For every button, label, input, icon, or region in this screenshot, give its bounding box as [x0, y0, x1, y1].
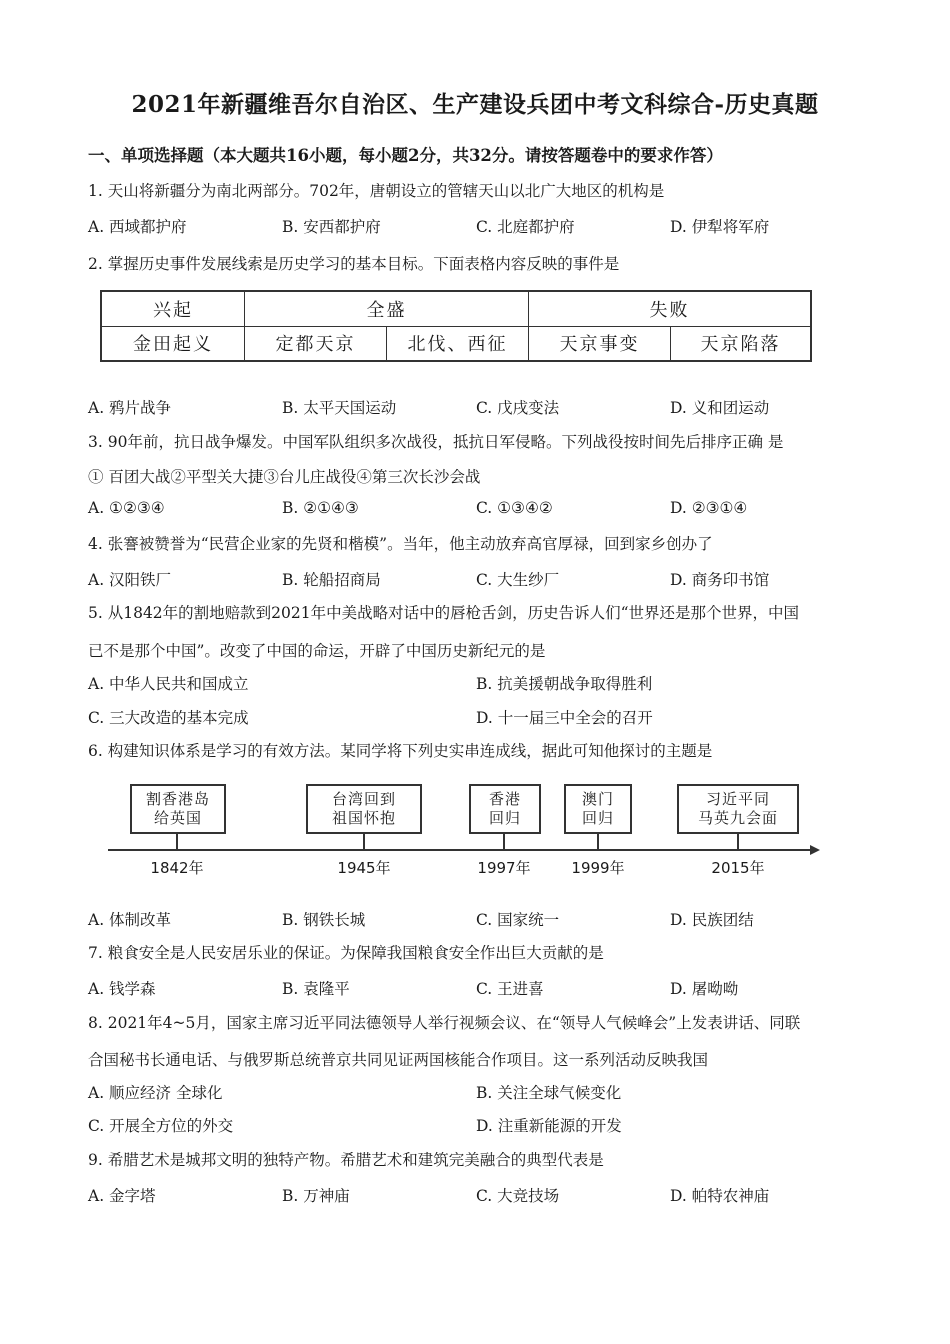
- q7-option-b[interactable]: B. 袁隆平: [282, 980, 350, 998]
- event-text: 香港: [488, 790, 521, 808]
- question-4-stem: 4. 张謇被赞誉为“民营企业家的先贤和楷模”。当年，他主动放弃高官厚禄，回到家乡创办了: [88, 535, 713, 553]
- q7-option-d[interactable]: D. 屠呦呦: [670, 980, 739, 998]
- q2-option-b[interactable]: B. 太平天国运动: [282, 399, 397, 417]
- event-text: 割香港岛: [145, 790, 210, 808]
- table-header-peak: 全盛: [245, 291, 529, 326]
- table-cell: 金田起义: [101, 326, 245, 361]
- question-2-stem: 2. 掌握历史事件发展线索是历史学习的基本目标。下面表格内容反映的事件是: [88, 255, 620, 273]
- q2-option-a[interactable]: A. 鸦片战争: [88, 399, 172, 417]
- event-text: 给英国: [153, 809, 202, 827]
- event-text: 澳门: [581, 790, 614, 808]
- question-9-stem: 9. 希腊艺术是城邦文明的独特产物。希腊艺术和建筑完美融合的典型代表是: [88, 1151, 604, 1169]
- q4-option-d[interactable]: D. 商务印书馆: [670, 571, 770, 589]
- timeline-event-1842: [130, 784, 226, 834]
- question-7-stem: 7. 粮食安全是人民安居乐业的保证。为保障我国粮食安全作出巨大贡献的是: [88, 944, 604, 962]
- timeline-event-1945: [306, 784, 422, 834]
- q2-option-d[interactable]: D. 义和团运动: [670, 399, 770, 417]
- q6-option-c[interactable]: C. 国家统一: [476, 911, 560, 929]
- event-text: 回归: [581, 809, 614, 827]
- section-heading: 一、单项选择题（本大题共16小题，每小题2分，共32分。请按答题卷中的要求作答）: [88, 146, 723, 165]
- timeline-event-1997: [469, 784, 541, 834]
- q4-option-b[interactable]: B. 轮船招商局: [282, 571, 381, 589]
- q5-option-c[interactable]: C. 三大改造的基本完成: [88, 709, 249, 727]
- timeline-year-label: 2015年: [711, 859, 765, 877]
- q8-option-a[interactable]: A. 顺应经济 全球化: [88, 1084, 223, 1102]
- q1-option-b[interactable]: B. 安西都护府: [282, 218, 381, 236]
- question-5-stem-line1: 5. 从1842年的割地赔款到2021年中美战略对话中的唇枪舌剑，历史告诉人们“世界还是那个世界，中国: [88, 604, 800, 622]
- event-text: 习近平同: [705, 790, 770, 808]
- table-cell: 北伐、西征: [387, 326, 529, 361]
- q9-option-a[interactable]: A. 金字塔: [88, 1187, 156, 1205]
- q1-option-d[interactable]: D. 伊犁将军府: [670, 218, 770, 236]
- q1-option-c[interactable]: C. 北庭都护府: [476, 218, 575, 236]
- timeline-year-label: 1999年: [571, 859, 625, 877]
- q4-option-a[interactable]: A. 汉阳铁厂: [88, 571, 172, 589]
- q6-option-b[interactable]: B. 钢铁长城: [282, 911, 366, 929]
- q2-option-c[interactable]: C. 戊戌变法: [476, 399, 560, 417]
- question-3-items: ① 百团大战②平型关大捷③台儿庄战役④第三次长沙会战: [88, 468, 481, 486]
- q8-option-b[interactable]: B. 关注全球气候变化: [476, 1084, 622, 1102]
- event-text: 马英九会面: [697, 809, 778, 827]
- q5-option-b[interactable]: B. 抗美援朝战争取得胜利: [476, 675, 653, 693]
- timeline-year-label: 1997年: [477, 859, 531, 877]
- q3-option-d[interactable]: D. ②③①④: [670, 499, 748, 517]
- question-8-stem-line2: 合国秘书长通电话、与俄罗斯总统普京共同见证两国核能合作项目。这一系列活动反映我国: [88, 1051, 709, 1069]
- question-1-stem: 1. 天山将新疆分为南北两部分。702年，唐朝设立的管辖天山以北广大地区的机构是: [88, 182, 665, 200]
- q3-option-c[interactable]: C. ①③④②: [476, 499, 553, 517]
- q5-option-a[interactable]: A. 中华人民共和国成立: [88, 675, 249, 693]
- q6-option-d[interactable]: D. 民族团结: [670, 911, 754, 929]
- q3-option-b[interactable]: B. ②①④③: [282, 499, 359, 517]
- page-title: 2021年新疆维吾尔自治区、生产建设兵团中考文科综合-历史真题: [131, 91, 819, 118]
- q3-option-a[interactable]: A. ①②③④: [88, 499, 165, 517]
- q4-option-c[interactable]: C. 大生纱厂: [476, 571, 560, 589]
- question-3-stem: 3. 90年前，抗日战争爆发。中国军队组织多次战役，抵抗日军侵略。下列战役按时间先后排序正确 是: [88, 433, 784, 451]
- q5-option-d[interactable]: D. 十一届三中全会的召开: [476, 709, 653, 727]
- taiping-events-table: [100, 290, 812, 362]
- table-cell: 天京事变: [529, 326, 671, 361]
- q9-option-d[interactable]: D. 帕特农神庙: [670, 1187, 770, 1205]
- q9-option-c[interactable]: C. 大竞技场: [476, 1187, 560, 1205]
- table-header-failure: 失败: [529, 291, 812, 326]
- q8-option-d[interactable]: D. 注重新能源的开发: [476, 1117, 622, 1135]
- timeline-event-2015: [677, 784, 799, 834]
- event-text: 台湾回到: [331, 790, 396, 808]
- event-text: 祖国怀抱: [331, 809, 396, 827]
- q7-option-a[interactable]: A. 钱学森: [88, 980, 156, 998]
- question-5-stem-line2: 已不是那个中国”。改变了中国的命运，开辟了中国历史新纪元的是: [88, 642, 546, 660]
- timeline-year-label: 1842年: [150, 859, 204, 877]
- timeline-year-label: 1945年: [337, 859, 391, 877]
- event-text: 回归: [488, 809, 521, 827]
- table-header-rise: 兴起: [101, 291, 245, 326]
- q1-option-a[interactable]: A. 西域都护府: [88, 218, 187, 236]
- timeline-event-1999: [564, 784, 632, 834]
- q8-option-c[interactable]: C. 开展全方位的外交: [88, 1117, 234, 1135]
- table-cell: 定都天京: [245, 326, 387, 361]
- question-8-stem-line1: 8. 2021年4~5月，国家主席习近平同法德领导人举行视频会议、在“领导人气候峰会”上发表讲话、同联: [88, 1014, 801, 1032]
- table-cell: 天京陷落: [671, 326, 812, 361]
- q9-option-b[interactable]: B. 万神庙: [282, 1187, 350, 1205]
- q7-option-c[interactable]: C. 王进喜: [476, 980, 544, 998]
- question-6-stem: 6. 构建知识体系是学习的有效方法。某同学将下列史实串连成线，据此可知他探讨的主题是: [88, 742, 713, 760]
- q6-option-a[interactable]: A. 体制改革: [88, 911, 172, 929]
